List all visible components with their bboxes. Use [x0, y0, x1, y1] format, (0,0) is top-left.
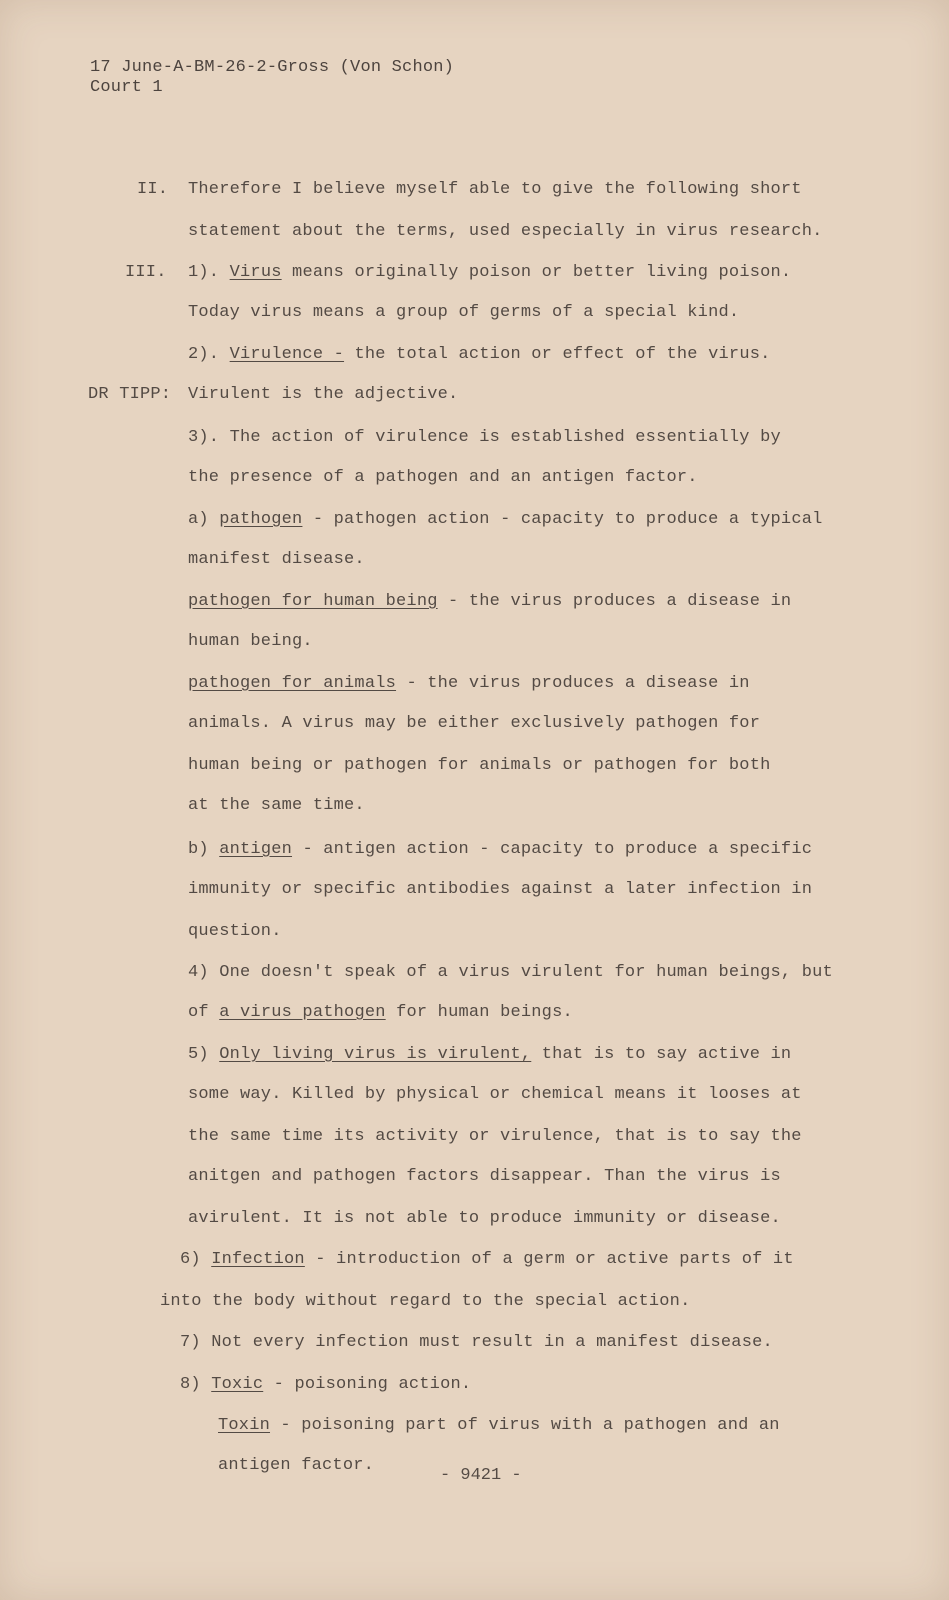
text-segment: - antigen action - capacity to produce a specific: [302, 840, 813, 859]
item-number: 5): [188, 1045, 209, 1064]
defined-term: pathogen: [219, 510, 303, 529]
text-line: human being or pathogen for animals or pathogen for both: [188, 756, 771, 775]
text-line: statement about the terms, used especially in virus research.: [188, 222, 823, 241]
text-line: manifest disease.: [188, 550, 365, 569]
defined-term: antigen: [219, 840, 293, 859]
text-segment: - the virus produces a disease in: [448, 592, 792, 611]
text-line: anitgen and pathogen factors disappear. Than the virus is: [188, 1167, 781, 1186]
text-segment: - pathogen action - capacity to produce a typical: [312, 510, 823, 529]
text-line: avirulent. It is not able to produce immunity or disease.: [188, 1209, 781, 1228]
text-segment: - the virus produces a disease in: [406, 674, 750, 693]
defined-term: Toxic: [211, 1375, 264, 1394]
defined-term: Virus: [229, 263, 282, 282]
text-line: Therefore I believe myself able to give the following short: [188, 180, 802, 199]
defined-term: Toxin: [218, 1416, 271, 1435]
item-letter: a): [188, 510, 209, 529]
header-court-line: Court 1: [90, 78, 163, 97]
text-segment: of: [188, 1003, 209, 1022]
text-line: [188, 674, 750, 694]
text-line: Today virus means a group of germs of a special kind.: [188, 303, 740, 322]
paragraph-marker-iii: III.: [125, 263, 167, 282]
defined-term: Infection: [211, 1250, 305, 1269]
text-segment: for human beings.: [396, 1003, 573, 1022]
text-line: at the same time.: [188, 796, 365, 815]
item-letter: b): [188, 840, 209, 859]
text-line: Virulent is the adjective.: [188, 385, 459, 404]
text-line: question.: [188, 922, 282, 941]
defined-term: Virulence -: [229, 345, 345, 364]
text-line: [188, 263, 791, 283]
defined-term: pathogen for human being: [188, 592, 438, 611]
text-line: 3). The action of virulence is established essentially by: [188, 428, 781, 447]
defined-term: Only living virus is virulent,: [219, 1045, 532, 1064]
text-line: the same time its activity or virulence, that is to say the: [188, 1127, 802, 1146]
text-line: [188, 345, 771, 365]
text-line: the presence of a pathogen and an antigen factor.: [188, 468, 698, 487]
text-line: [188, 840, 812, 860]
text-line: [180, 1375, 471, 1395]
text-line: 7) Not every infection must result in a manifest disease.: [180, 1333, 773, 1352]
text-line: some way. Killed by physical or chemical means it looses at: [188, 1085, 802, 1104]
text-line: [188, 1003, 573, 1023]
text-segment: that is to say active in: [541, 1045, 792, 1064]
text-segment: the total action or effect of the virus.: [354, 345, 771, 364]
text-line: human being.: [188, 632, 313, 651]
defined-term: a virus pathogen: [219, 1003, 386, 1022]
text-segment: - poisoning action.: [273, 1375, 472, 1394]
text-line: [188, 1045, 791, 1065]
text-segment: - introduction of a germ or active parts of it: [315, 1250, 794, 1269]
text-line: [188, 592, 791, 612]
paragraph-marker-ii: II.: [137, 180, 169, 199]
text-line: [188, 510, 823, 530]
item-number: 2).: [188, 345, 220, 364]
text-segment: - poisoning part of virus with a pathogen and an: [280, 1416, 780, 1435]
text-line: [218, 1416, 780, 1436]
speaker-label: DR TIPP:: [88, 385, 172, 404]
text-line: [180, 1250, 794, 1270]
text-line: animals. A virus may be either exclusively pathogen for: [188, 714, 761, 733]
header-case-line: 17 June-A-BM-26-2-Gross (Von Schon): [90, 58, 455, 77]
text-segment: means originally poison or better living poison.: [292, 263, 792, 282]
text-line: immunity or specific antibodies against a later infection in: [188, 880, 813, 899]
text-line: into the body without regard to the special action.: [160, 1292, 691, 1311]
item-number: 1).: [188, 263, 220, 282]
defined-term: pathogen for animals: [188, 674, 397, 693]
item-number: 8): [180, 1375, 201, 1394]
text-line: antigen factor.: [218, 1456, 375, 1475]
text-line: 4) One doesn't speak of a virus virulent for human beings, but: [188, 963, 833, 982]
item-number: 6): [180, 1250, 201, 1269]
page-number: - 9421 -: [440, 1466, 522, 1485]
